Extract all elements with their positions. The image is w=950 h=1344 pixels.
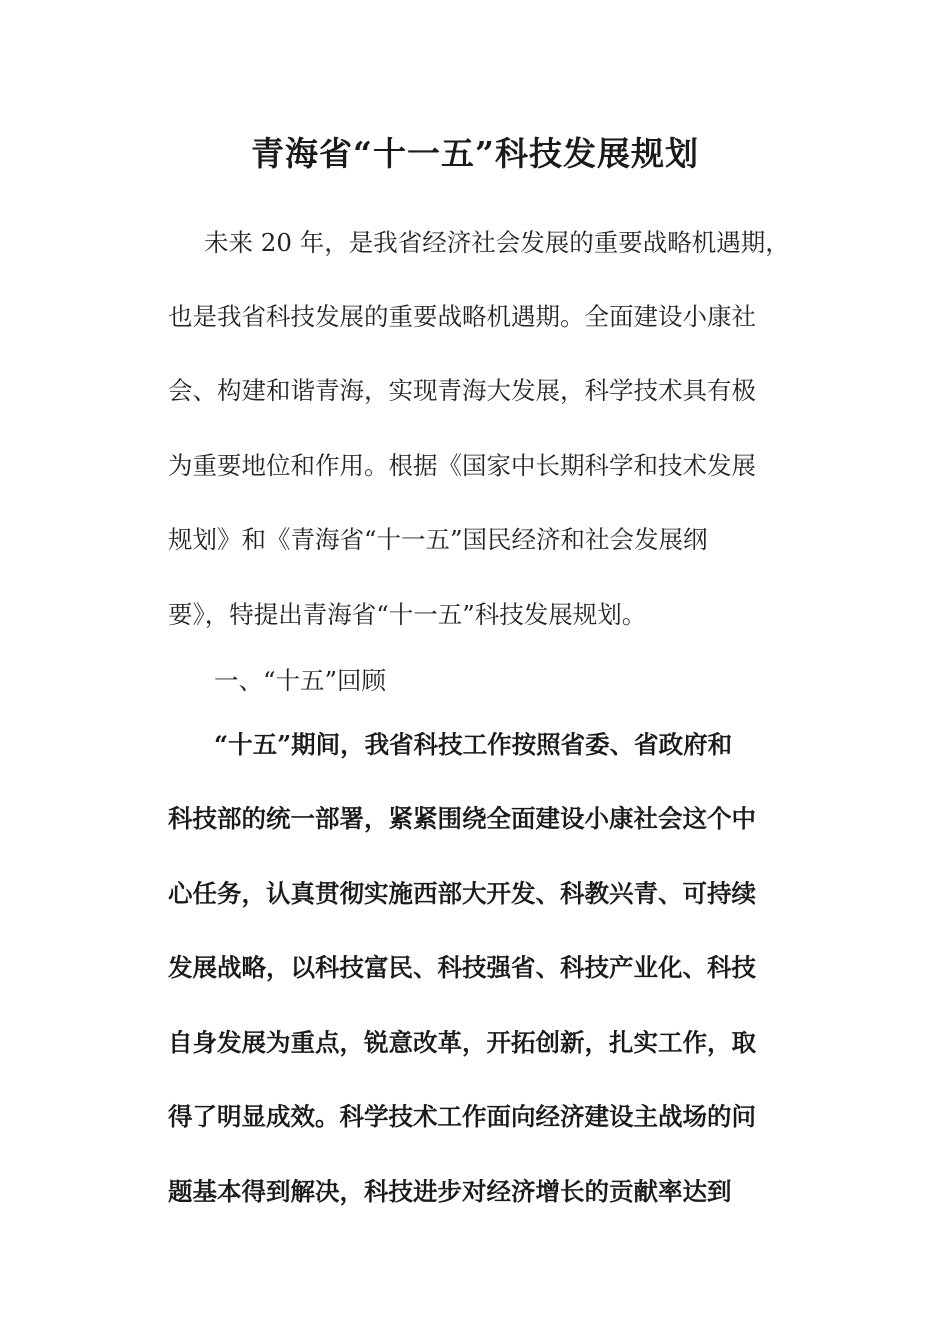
section-line-6: 得了明显成效。科学技术工作面向经济建设主战场的问 — [168, 1102, 756, 1131]
intro-line-5: 规划》和《青海省“十一五”国民经济和社会发展纲 — [168, 525, 708, 554]
section-line-2: 科技部的统一部署，紧紧围绕全面建设小康社会这个中 — [168, 804, 756, 833]
document-title: 青海省“十一五”科技发展规划 — [251, 134, 699, 173]
section-line-5: 自身发展为重点，锐意改革，开拓创新，扎实工作，取 — [168, 1028, 756, 1057]
section-heading: 一、“十五”回顾 — [214, 666, 387, 695]
section-line-7: 题基本得到解决，科技进步对经济增长的贡献率达到 — [168, 1177, 732, 1206]
intro-line-1: 未来 20 年，是我省经济社会发展的重要战略机遇期， — [204, 228, 790, 257]
section-line-3: 心任务，认真贯彻实施西部大开发、科教兴青、可持续 — [168, 879, 756, 908]
section-line-1: “十五”期间，我省科技工作按照省委、省政府和 — [214, 730, 733, 759]
intro-line-2: 也是我省科技发展的重要战略机遇期。全面建设小康社 — [168, 302, 756, 331]
intro-line-4: 为重要地位和作用。根据《国家中长期科学和技术发展 — [168, 451, 756, 480]
intro-line-3: 会、构建和谐青海，实现青海大发展，科学技术具有极 — [168, 376, 756, 405]
intro-line-6: 要》，特提出青海省“十一五”科技发展规划。 — [168, 600, 647, 629]
section-line-4: 发展战略，以科技富民、科技强省、科技产业化、科技 — [168, 953, 756, 982]
